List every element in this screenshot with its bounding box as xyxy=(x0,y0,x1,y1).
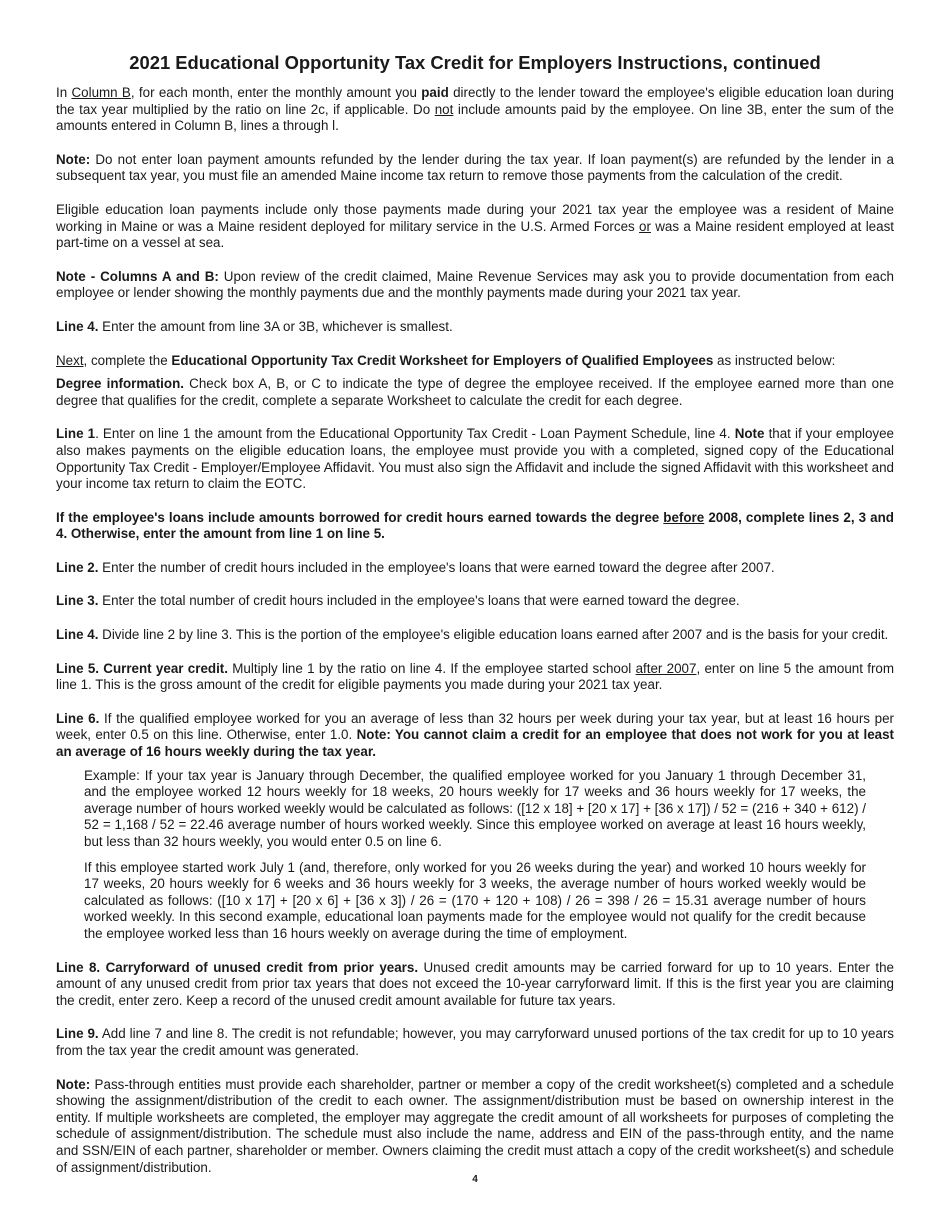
page-number: 4 xyxy=(472,1174,478,1185)
example-partial-year: If this employee started work July 1 (and, therefore, only worked for you 26 weeks during the year) and worked 10 hours weekly for 17 weeks, 20 hours weekly for 6 weeks and 36 hours weekly for 3 weeks, the average number of hours worked weekly would be calculated as follows: ([10 x 17] + [20 x 6] + [36 x 3]) / 26 = (170 + 120 + 108) / 26 = 398 / 26 = 15.31 average number of hours worked weekly. In this second example, educational loan payments made for the employee would not qualify for the credit because the employee worked less than 16 hours weekly on average during the time of employment. xyxy=(84,859,866,941)
instruction-before-2008: If the employee's loans include amounts borrowed for credit hours earned towards the degree before 2008, complete lines 2, 3 and 4. Otherwise, enter the amount from line 1 on line 5. xyxy=(56,509,894,542)
instruction-line-4: Line 4. Divide line 2 by line 3. This is the portion of the employee's eligible education loans earned after 2007 and is the basis for your credit. xyxy=(56,627,889,643)
example-full-year: Example: If your tax year is January through December, the qualified employee worked for you January 1 through December 31, and the employee worked 12 hours weekly for 18 weeks, 20 hours weekly for 17 weeks and 36 hours weekly for 17 weeks, the average number of hours worked weekly would be calculated as follows: ([12 x 18] + [20 x 17] + [36 x 17]) / 52 = (216 + 340 + 612) / 52 = 1,168 / 52 = 22.46 average number of hours worked weekly. Since this employee worked on average at least 16 hours weekly, but less than 32 hours weekly, you would enter 0.5 on line 6. xyxy=(84,767,866,849)
instruction-line-8: Line 8. Carryforward of unused credit from prior years. Unused credit amounts may be carried forward for up to 10 years. Enter the amount of any unused credit from prior tax years that does not exceed the 10-year carryforward limit. If this is the first year you are claiming the credit, enter zero. Keep a record of the unused credit amount available for future tax years. xyxy=(56,959,894,1008)
instruction-line-1: Line 1. Enter on line 1 the amount from the Educational Opportunity Tax Credit - Loan Payment Schedule, line 4. Note that if your employee also makes payments on the eligible education loans, the employee must provide you with a completed, signed copy of the Educational Opportunity Tax Credit - Employer/Employee Affidavit. You must also sign the Affidavit and include the signed Affidavit with this worksheet and your income tax return to claim the EOTC. xyxy=(56,426,894,492)
page-title: 2021 Educational Opportunity Tax Credit for Employers Instructions, continued xyxy=(129,52,821,73)
instruction-line-5: Line 5. Current year credit. Multiply line 1 by the ratio on line 4. If the employee started school after 2007, enter on line 5 the amount from line 1. This is the gross amount of the credit for eligible payments you made during your 2021 tax year. xyxy=(56,660,895,693)
instruction-degree-information: Degree information. Check box A, B, or C to indicate the type of degree the employee received. If the employee earned more than one degree that qualifies for the credit, complete a separate Worksheet to calculate the credit for each degree. xyxy=(56,376,894,408)
note-pass-through-entities: Note: Pass-through entities must provide each shareholder, partner or member a copy of the credit worksheet(s) completed and a schedule showing the assignment/distribution of the credit to each owner. The assignment/distribution must be based on ownership interest in the entity. If multiple worksheets are completed, the employer may aggregate the credit amount of all worksheets for purposes of completing the schedule of assignment/distribution. The schedule must also include the name, address and EIN of the pass-through entity, and the name and SSN/EIN of each partner, shareholder or member. Owners claiming the credit must attach a copy of the credit worksheet(s) and schedule of assignment/distribution. xyxy=(56,1076,894,1175)
paragraph-next-worksheet: Next, complete the Educational Opportunity Tax Credit Worksheet for Employers of Qualified Employees as instructed below: xyxy=(56,352,836,368)
instruction-line-6: Line 6. If the qualified employee worked for you an average of less than 32 hours per week during your tax year, but at least 16 hours per week, enter 0.5 on this line. Otherwise, enter 1.0. Note: You cannot claim a credit for an employee that does not work for you at least an average of 16 hours weekly during the tax year. xyxy=(56,710,895,760)
paragraph-column-b: In Column B, for each month, enter the monthly amount you paid directly to the lender toward the employee's eligible education loan during the tax year multiplied by the ratio on line 2c, if applicable. Do not include amounts paid by the employee. On line 3B, enter the sum of the amounts entered in Column B, lines a through l. xyxy=(56,85,895,134)
instruction-line-2: Line 2. Enter the number of credit hours included in the employee's loans that were earned toward the degree after 2007. xyxy=(56,559,775,575)
paragraph-eligible-payments: Eligible education loan payments include only those payments made during your 2021 tax year the employee was a resident of Maine working in Maine or was a Maine resident deployed for military service in the U.S. Armed Forces or was a Maine resident employed at least part-time on a vessel at sea. xyxy=(56,201,894,251)
instruction-line-3: Line 3. Enter the total number of credit hours included in the employee's loans that were earned toward the degree. xyxy=(56,593,740,609)
instruction-line-4-schedule: Line 4. Enter the amount from line 3A or 3B, whichever is smallest. xyxy=(56,318,453,334)
note-refunded-payments: Note: Do not enter loan payment amounts refunded by the lender during the tax year. If loan payment(s) are refunded by the lender in a subsequent tax year, you must file an amended Maine income tax return to remove those payments from the calculation of the credit. xyxy=(56,151,894,184)
note-columns-a-b: Note - Columns A and B: Upon review of the credit claimed, Maine Revenue Services may ask you to provide documentation from each employee or lender showing the monthly payments due and the monthly payments made during your 2021 tax year. xyxy=(56,268,894,301)
instruction-line-9: Line 9. Add line 7 and line 8. The credit is not refundable; however, you may carryforward unused portions of the tax credit for up to 10 years from the tax year the credit amount was generated. xyxy=(56,1026,894,1058)
